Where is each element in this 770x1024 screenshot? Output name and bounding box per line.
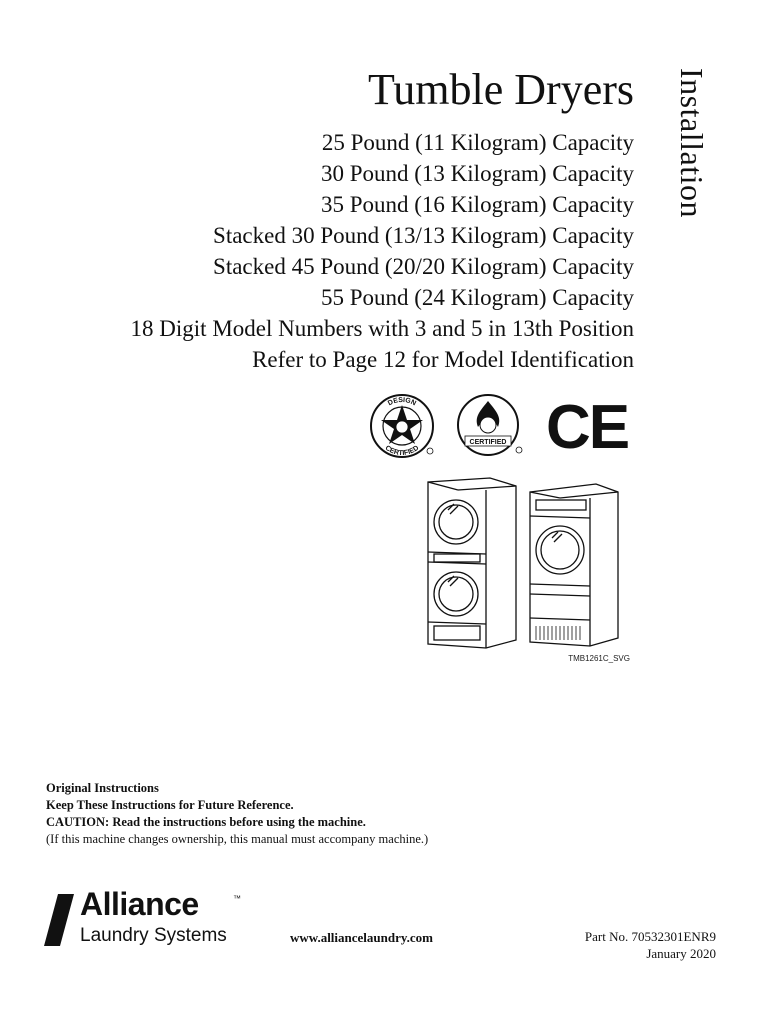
capacity-line: 55 Pound (24 Kilogram) Capacity: [320, 285, 634, 310]
brand-tagline: Laundry Systems: [80, 925, 227, 946]
dryer-illustration: [420, 470, 630, 652]
capacity-line: 35 Pound (16 Kilogram) Capacity: [320, 192, 634, 217]
model-identification-note: Refer to Page 12 for Model Identification: [252, 347, 634, 372]
caution-note: CAUTION: Read the instructions before using the machine.: [46, 815, 366, 829]
alliance-logo: [44, 886, 254, 948]
capacity-line: 30 Pound (13 Kilogram) Capacity: [320, 161, 634, 186]
seal-bottom-text: CERTIFIED: [383, 444, 421, 458]
installation-side-label: Installation: [674, 68, 710, 218]
keep-instructions-note: Keep These Instructions for Future Reference.: [46, 798, 294, 812]
publication-date: January 2020: [646, 946, 716, 961]
capacity-list: [131, 127, 634, 375]
ownership-note: (If this machine changes ownership, this manual must accompany machine.): [46, 832, 429, 846]
brand-name: Alliance: [80, 886, 199, 922]
trademark-symbol: ™: [233, 894, 241, 903]
capacity-line: Stacked 30 Pound (13/13 Kilogram) Capacity: [213, 223, 634, 248]
design-certified-seal-icon: [368, 393, 436, 459]
part-info: [585, 928, 716, 962]
website-link[interactable]: www.alliancelaundry.com: [290, 930, 434, 945]
gas-certified-flame-icon: [456, 393, 526, 459]
certification-marks: [368, 393, 638, 465]
alliance-slash-icon: [44, 892, 80, 948]
original-instructions-label: Original Instructions: [46, 781, 159, 795]
seal-top-text: DESIGN: [386, 396, 418, 408]
capacity-line: Stacked 45 Pound (20/20 Kilogram) Capacity: [213, 254, 634, 279]
figure-code: TMB1261C_SVG: [568, 654, 630, 663]
document-title: Tumble Dryers: [367, 65, 634, 114]
gas-certified-label: CERTIFIED: [469, 439, 507, 446]
part-number: Part No. 70532301ENR9: [584, 929, 716, 944]
model-number-note: 18 Digit Model Numbers with 3 and 5 in 13th Position: [130, 316, 634, 341]
instruction-notes: [46, 780, 428, 848]
ce-mark-icon: CE: [546, 393, 629, 462]
capacity-line: 25 Pound (11 Kilogram) Capacity: [321, 130, 634, 155]
